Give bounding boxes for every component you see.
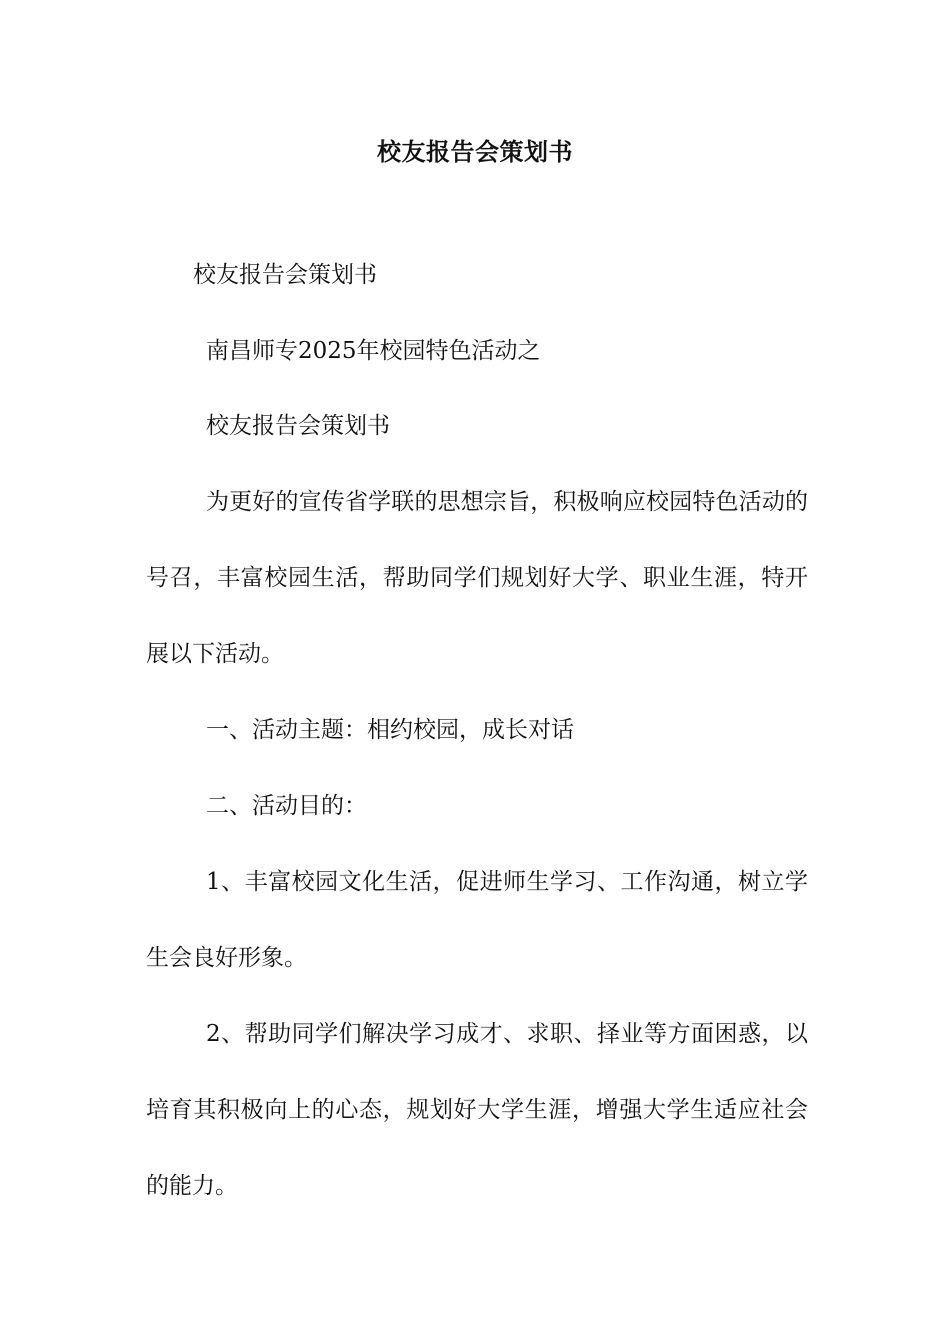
subtitle-line-2: 南昌师专2025年校园特色活动之	[206, 338, 541, 364]
intro-paragraph: 为更好的宣传省学联的思想宗旨，积极响应校园特色活动的号召，丰富校园生活，帮助同学们规划好大学、职业生涯，特开展以下活动。	[146, 489, 808, 667]
subtitle-line-3: 校友报告会策划书	[206, 413, 390, 439]
purpose-item-1: 1、丰富校园文化生活，促进师生学习、工作沟通，树立学生会良好形象。	[146, 869, 808, 971]
theme-heading: 一、活动主题：相约校园，成长对话	[206, 717, 574, 743]
subtitle-line-1: 校友报告会策划书	[193, 262, 377, 288]
purpose-heading: 二、活动目的：	[206, 793, 367, 819]
document-title: 校友报告会策划书	[377, 137, 573, 166]
purpose-item-2: 2、帮助同学们解决学习成才、求职、择业等方面困惑，以培育其积极向上的心态，规划好大学生涯，增强大学生适应社会的能力。	[146, 1021, 808, 1199]
